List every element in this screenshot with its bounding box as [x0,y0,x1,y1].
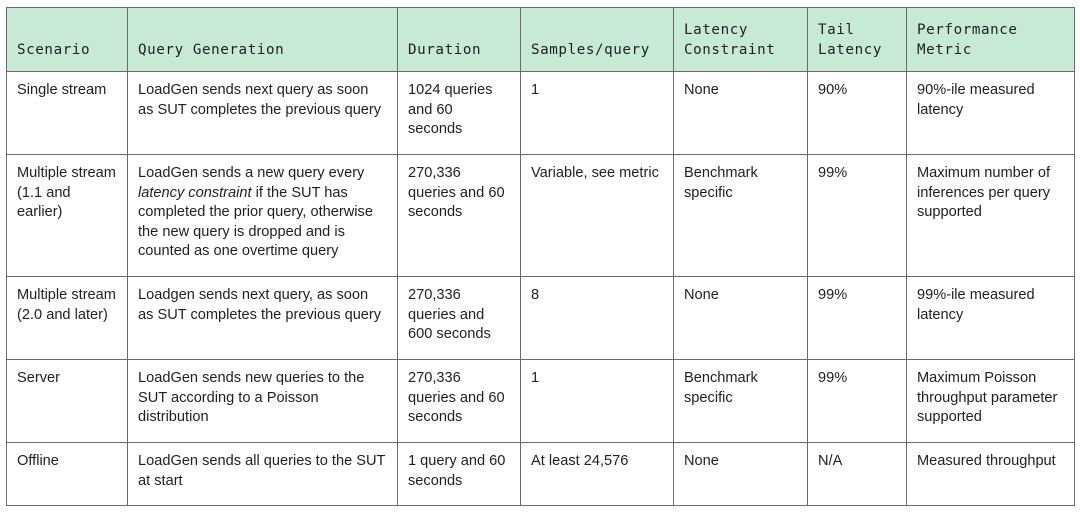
cell-duration: 1024 queries and 60 seconds [398,72,521,155]
cell-samples-query: 1 [521,72,674,155]
header-latency-constraint: Latency Constraint [674,8,808,72]
cell-samples-query: At least 24,576 [521,443,674,506]
cell-query-generation [128,155,398,277]
cell-latency-constraint: Benchmark specific [674,360,808,443]
cell-performance-metric: Measured throughput [907,443,1075,506]
table-row [7,443,1075,506]
cell-duration: 270,336 queries and 60 seconds [398,360,521,443]
table-row [7,155,1075,277]
cell-samples-query: Variable, see metric [521,155,674,277]
query-generation-text-italic: latency constraint [138,184,252,201]
cell-tail-latency: N/A [808,443,907,506]
cell-duration: 270,336 queries and 60 seconds [398,155,521,277]
table-row [7,72,1075,155]
cell-query-generation: LoadGen sends next query as soon as SUT completes the previous query [128,72,398,155]
cell-latency-constraint: Benchmark specific [674,155,808,277]
header-scenario: Scenario [7,8,128,72]
cell-query-generation: Loadgen sends next query, as soon as SUT completes the previous query [128,277,398,360]
cell-duration: 1 query and 60 seconds [398,443,521,506]
query-generation-text-pre: LoadGen sends a new query every [138,165,365,181]
table-row [7,360,1075,443]
cell-query-generation: LoadGen sends new queries to the SUT according to a Poisson distribution [128,360,398,443]
cell-performance-metric: 90%-ile measured latency [907,72,1075,155]
header-samples-query: Samples/query [521,8,674,72]
cell-scenario: Single stream [7,72,128,155]
cell-latency-constraint: None [674,443,808,506]
table-header-row [7,8,1075,72]
cell-scenario: Multiple stream (2.0 and later) [7,277,128,360]
cell-scenario: Offline [7,443,128,506]
table-row [7,277,1075,360]
cell-samples-query: 8 [521,277,674,360]
scenario-table [6,7,1075,506]
cell-tail-latency: 99% [808,155,907,277]
cell-scenario: Server [7,360,128,443]
header-duration: Duration [398,8,521,72]
cell-samples-query: 1 [521,360,674,443]
header-performance-metric: Performance Metric [907,8,1075,72]
cell-scenario: Multiple stream (1.1 and earlier) [7,155,128,277]
cell-performance-metric: Maximum Poisson throughput parameter supported [907,360,1075,443]
cell-performance-metric: 99%-ile measured latency [907,277,1075,360]
cell-tail-latency: 99% [808,277,907,360]
cell-tail-latency: 90% [808,72,907,155]
header-tail-latency: Tail Latency [808,8,907,72]
header-query-generation: Query Generation [128,8,398,72]
cell-tail-latency: 99% [808,360,907,443]
cell-latency-constraint: None [674,277,808,360]
query-generation-text-post: if the SUT has completed the prior query, otherwise the new query is dropped and is counted as one overtime query [138,184,373,259]
cell-query-generation: LoadGen sends all queries to the SUT at start [128,443,398,506]
cell-duration: 270,336 queries and 600 seconds [398,277,521,360]
cell-performance-metric: Maximum number of inferences per query supported [907,155,1075,277]
cell-latency-constraint: None [674,72,808,155]
